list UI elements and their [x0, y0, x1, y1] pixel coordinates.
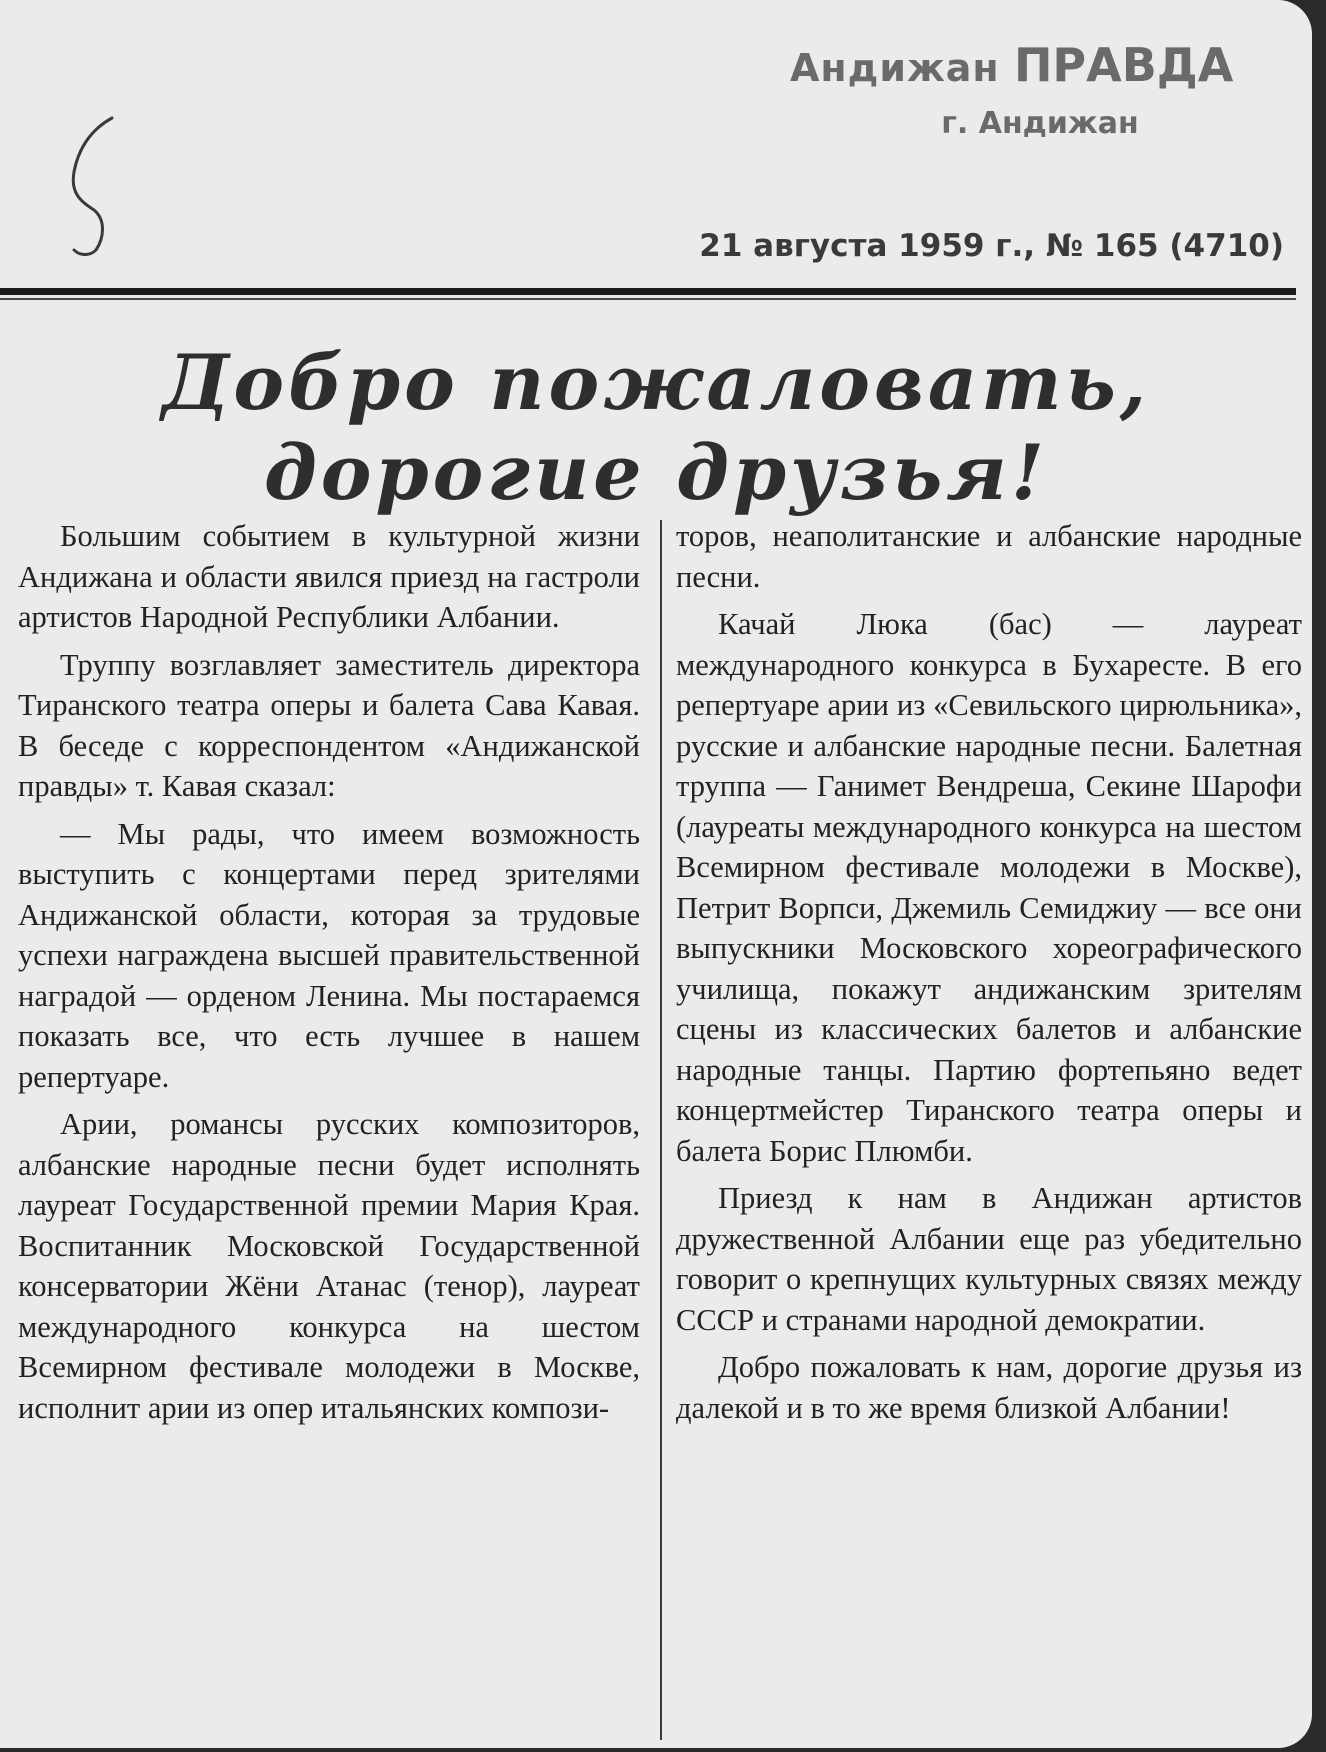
- headline-line-1: Добро пожаловать,: [161, 338, 1151, 427]
- masthead-city: г. Андижан: [941, 106, 1139, 141]
- article-headline: [0, 338, 1312, 518]
- masthead-paper-name: [790, 38, 1234, 92]
- paragraph: Добро пожаловать к нам, дорогие друзья из далекой и в то же время близкой Албании!: [676, 1350, 1302, 1425]
- paragraph: Арии, романсы русских композиторов, албанские народные песни будет исполнять лауреат Государственной премии Мария Края. Воспитанник Московской Государственной консерватории Жёни Атанас (тенор), лауреат международного конкурса на шестом Всемирном фестивале молодежи в Москве, исполнит арии из опер итальянских компози-: [18, 1107, 640, 1425]
- header-rule: [0, 288, 1296, 295]
- paragraph: Труппу возглавляет заместитель директора Тиранского театра оперы и балета Сава Кавая. В беседе с корреспондентом «Андижанской правды» т. Кавая сказал:: [18, 647, 640, 803]
- paragraph: — Мы рады, что имеем возможность выступить с концертами перед зрителями Андижанской области, которая за трудовые успехи награждена высшей правительственной наградой — орденом Ленина. Мы постараемся показать все, что есть лучшее в нашем репертуаре.: [18, 816, 640, 1094]
- paragraph: торов, неаполитанские и албанские народные песни.: [676, 519, 1302, 594]
- paragraph: Качай Люка (бас) — лауреат международного конкурса в Бухаресте. В его репертуаре арии из «Севильского цирюльника», русские и албанские народные песни. Балетная труппа — Ганимет Вендреша, Секине Шарофи (лауреаты международного конкурса на шестом Всемирном фестивале молодежи в Москве), Петрит Ворпси, Джемиль Семиджиу — все они выпускники Московского хореографического училища, покажут андижанским зрителям сцены из классических балетов и албанские народные танцы. Партию фортепьяно ведет концертмейстер Тиранского театра оперы и балета Борис Плюмби.: [676, 607, 1302, 1168]
- paragraph: Приезд к нам в Андижан артистов дружественной Албании еще раз убедительно говорит о крепнущих культурных связях между СССР и странами народной демократии.: [676, 1181, 1302, 1337]
- column-divider: [660, 520, 662, 1740]
- issue-dateline: 21 августа 1959 г., № 165 (4710): [699, 228, 1284, 264]
- paragraph: Большим событием в культурной жизни Андижана и области явился приезд на гастроли артистов Народной Республики Албании.: [18, 519, 640, 634]
- article-column-left: [18, 516, 640, 1435]
- handwritten-mark: [60, 110, 120, 260]
- headline-line-2: дорогие друзья!: [263, 428, 1049, 517]
- header-rule-thin: [0, 298, 1296, 300]
- masthead-stamp: [790, 38, 1234, 141]
- article-column-right: [676, 516, 1302, 1435]
- masthead-paper-title: ПРАВДА: [1013, 38, 1234, 92]
- masthead-paper-prefix: Андижан: [790, 46, 1000, 90]
